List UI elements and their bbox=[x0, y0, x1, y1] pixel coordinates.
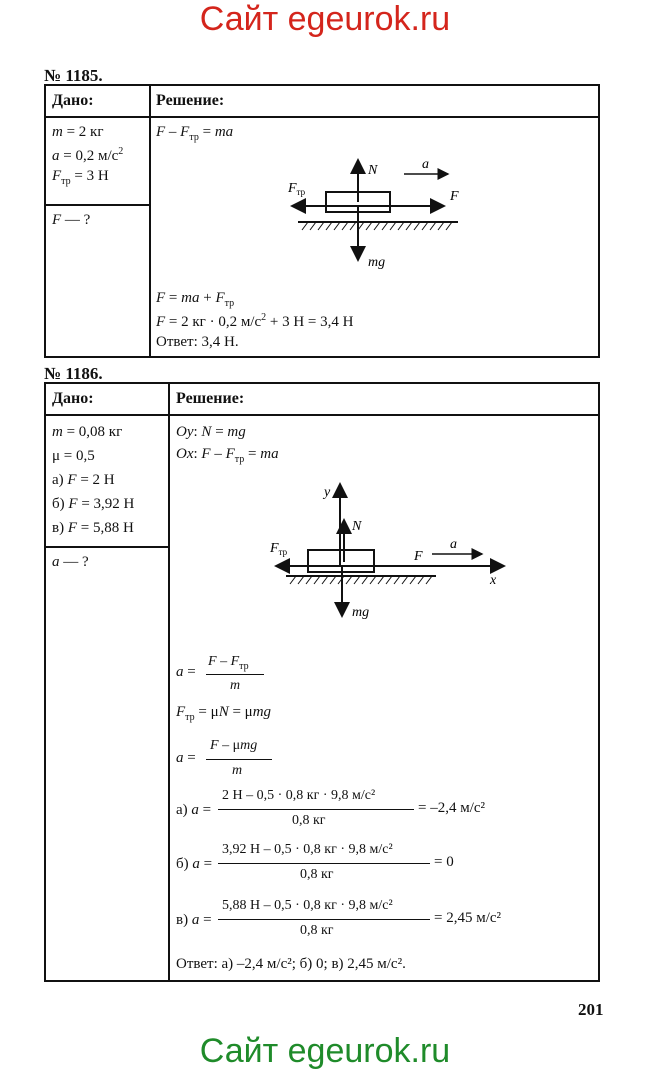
a-var: a = bbox=[176, 664, 196, 680]
force-diagram bbox=[264, 480, 514, 630]
label-ftr: $F_{тр}$ bbox=[270, 541, 288, 557]
answer: Ответ: а) –2,4 м/с²; б) 0; в) 2,45 м/с². bbox=[176, 956, 406, 972]
result-b: = 0 bbox=[434, 854, 454, 870]
eq-numeric: F = 2 кг · 0,2 $м/с^2 + 3$ Н = 3,4 Н bbox=[156, 312, 354, 330]
label-a: a bbox=[422, 157, 429, 172]
label-y: y bbox=[324, 485, 331, 500]
label-f: F bbox=[414, 549, 423, 564]
given-friction: $F_{тр} = 3$ Н bbox=[52, 168, 109, 187]
fraction-denominator: 0,8 кг bbox=[292, 813, 326, 828]
given-accel: a = 0,2 $м/с^2$ bbox=[52, 146, 124, 164]
site-header: Сайт egeurok.ru bbox=[199, 0, 451, 38]
given-f-c: в) F = 5,88 Н bbox=[52, 520, 134, 536]
find-force: F — ? bbox=[52, 212, 91, 228]
label-mg: mg bbox=[368, 255, 386, 270]
find-accel: a — ? bbox=[52, 554, 89, 570]
case-c: в) a = bbox=[176, 912, 212, 928]
a-var: a = bbox=[176, 750, 196, 766]
label-f: F bbox=[450, 189, 459, 204]
case-b: б) a = bbox=[176, 856, 213, 872]
given-header: Дано: bbox=[52, 92, 94, 109]
label-n: N bbox=[368, 163, 378, 178]
given-mass: m = 0,08 кг bbox=[52, 424, 123, 440]
label-mg: mg bbox=[352, 605, 370, 620]
label-x: x bbox=[490, 573, 497, 588]
problem-number: № 1186. bbox=[44, 364, 103, 383]
fraction-numerator: F – μmg bbox=[210, 738, 258, 753]
solution-header: Решение: bbox=[176, 390, 245, 407]
given-header: Дано: bbox=[52, 390, 94, 407]
result-a: = –2,4 м/с² bbox=[418, 800, 486, 816]
fraction-numerator: 2 Н – 0,5 · 0,8 кг · 9,8 м/с² bbox=[222, 788, 376, 803]
given-f-a: а) F = 2 Н bbox=[52, 472, 115, 488]
fraction-numerator: 5,88 Н – 0,5 · 0,8 кг · 9,8 м/с² bbox=[222, 898, 393, 913]
page-number: 201 bbox=[578, 1000, 604, 1019]
problem-number: № 1185. bbox=[44, 66, 103, 85]
problem-1185-table bbox=[44, 84, 600, 358]
fraction-numerator: 3,92 Н – 0,5 · 0,8 кг · 9,8 м/с² bbox=[222, 842, 393, 857]
label-a: a bbox=[450, 537, 457, 552]
eq-solve: F = ma + $F_{тр}$ bbox=[156, 290, 235, 309]
problem-1186-table bbox=[44, 382, 600, 982]
site-footer: Сайт egeurok.ru bbox=[199, 1032, 451, 1070]
answer: Ответ: 3,4 Н. bbox=[156, 334, 239, 350]
fraction-denominator: m bbox=[232, 763, 243, 778]
label-n: N bbox=[352, 519, 362, 534]
given-mu: μ = 0,5 bbox=[52, 448, 95, 464]
fraction-denominator: 0,8 кг bbox=[300, 867, 334, 882]
fraction-numerator: F – $F_{тр}$ bbox=[208, 654, 249, 672]
force-diagram bbox=[276, 154, 476, 284]
eq-ftr: $F_{тр} = \mu N = \mu mg$ bbox=[176, 704, 272, 723]
given-mass: m = 2 кг bbox=[52, 124, 104, 140]
eq-oy: Oy: N = mg bbox=[176, 424, 246, 440]
eq-ox: Ox: F – $F_{тр}$ = ma bbox=[176, 446, 279, 465]
fraction-denominator: m bbox=[230, 678, 241, 693]
solution-header: Решение: bbox=[156, 92, 225, 109]
case-a: а) a = bbox=[176, 802, 212, 818]
result-c: = 2,45 м/с² bbox=[434, 910, 502, 926]
fraction-denominator: 0,8 кг bbox=[300, 923, 334, 938]
given-f-b: б) F = 3,92 Н bbox=[52, 496, 135, 512]
label-ftr: $F_{тр}$ bbox=[288, 181, 306, 197]
equation: F – $F_{тр}$ = ma bbox=[156, 124, 234, 143]
